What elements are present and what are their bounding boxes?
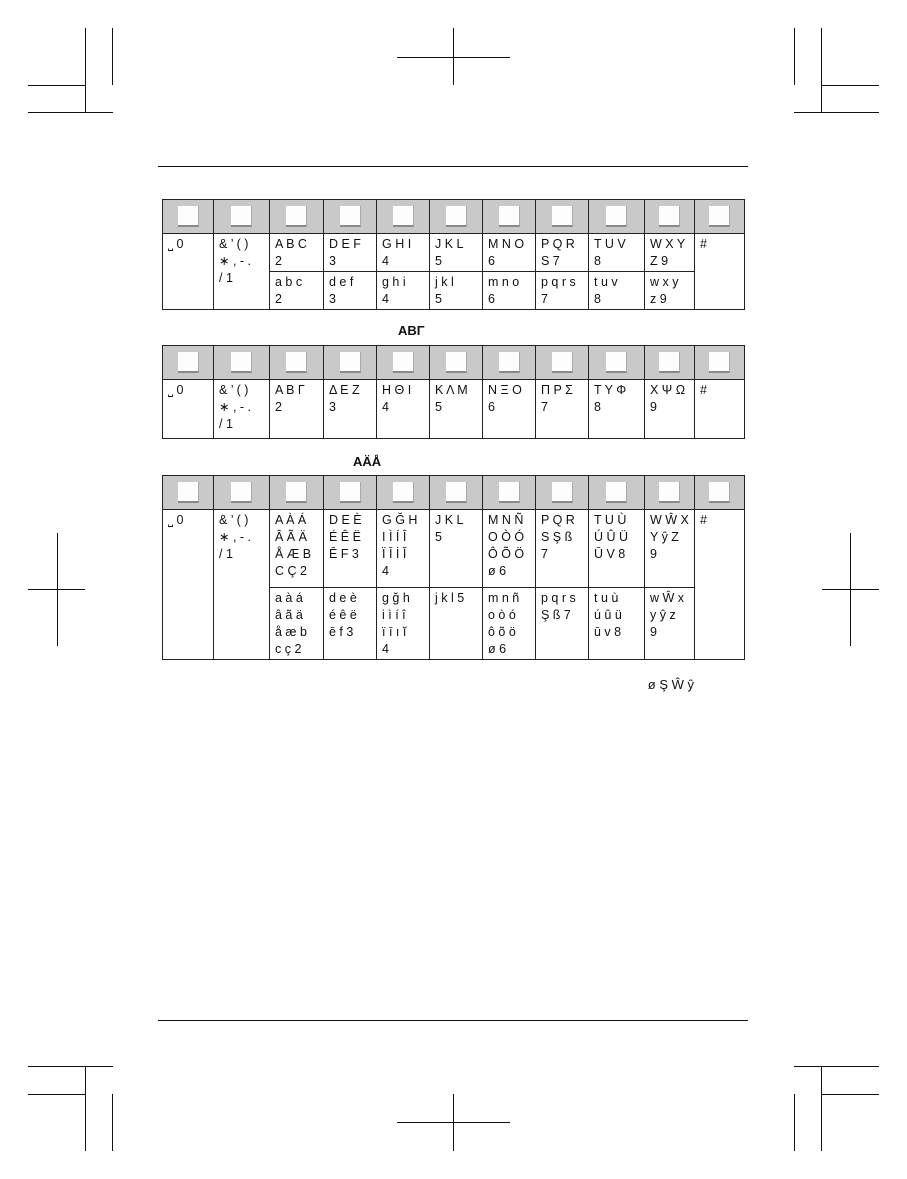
key-8-icon bbox=[606, 352, 627, 373]
cell: a à á â ã ä å æ b c ç 2 bbox=[270, 588, 324, 660]
cell: M N Ñ O Ò Ó Ô Õ Ö ø 6 bbox=[483, 510, 536, 588]
cell: ⎵ 0 bbox=[163, 510, 214, 660]
cell: w Ŵ x y ŷ z 9 bbox=[645, 588, 695, 660]
key-hash-icon bbox=[709, 482, 730, 503]
key-4-icon bbox=[393, 206, 414, 227]
crop-mark bbox=[822, 1094, 879, 1095]
cell: p q r s Ş ß 7 bbox=[536, 588, 589, 660]
key-6-icon bbox=[499, 352, 520, 373]
cell: & ’ ( ) ∗ , - . / 1 bbox=[214, 380, 270, 439]
cell: w x y z 9 bbox=[645, 272, 695, 310]
cell: d e è é ê ë ē f 3 bbox=[324, 588, 377, 660]
cell: Η Θ Ι 4 bbox=[377, 380, 430, 439]
key-5-icon bbox=[446, 482, 467, 503]
cell: Δ Ε Ζ 3 bbox=[324, 380, 377, 439]
registration-mark bbox=[822, 589, 879, 590]
cell: # bbox=[695, 380, 745, 439]
key-row bbox=[163, 476, 745, 510]
key-8-icon bbox=[606, 206, 627, 227]
cell: J K L 5 bbox=[430, 510, 483, 588]
cell: j k l 5 bbox=[430, 272, 483, 310]
crop-mark bbox=[28, 112, 113, 113]
cell: Τ Υ Φ 8 bbox=[589, 380, 645, 439]
crop-mark bbox=[794, 112, 879, 113]
key-4-icon bbox=[393, 352, 414, 373]
key-0-icon bbox=[178, 352, 199, 373]
key-7-icon bbox=[552, 352, 573, 373]
crop-mark bbox=[794, 28, 795, 85]
cell: J K L 5 bbox=[430, 234, 483, 272]
key-1-icon bbox=[231, 206, 252, 227]
crop-mark bbox=[112, 28, 113, 85]
character-table-extended bbox=[162, 475, 745, 660]
cell: # bbox=[695, 234, 745, 310]
cell: W X Y Z 9 bbox=[645, 234, 695, 272]
table-caption-greek: ΑΒΓ bbox=[398, 323, 425, 338]
key-3-icon bbox=[340, 482, 361, 503]
cell: & ’ ( ) ∗ , - . / 1 bbox=[214, 510, 270, 660]
key-5-icon bbox=[446, 206, 467, 227]
key-2-icon bbox=[286, 352, 307, 373]
footer-rule bbox=[158, 1020, 748, 1021]
key-hash-icon bbox=[709, 206, 730, 227]
cell: a b c 2 bbox=[270, 272, 324, 310]
cell: A B C 2 bbox=[270, 234, 324, 272]
cell: G H I 4 bbox=[377, 234, 430, 272]
cell: T U V 8 bbox=[589, 234, 645, 272]
crop-mark bbox=[85, 28, 86, 113]
cell: m n ñ o ò ó ô õ ö ø 6 bbox=[483, 588, 536, 660]
crop-mark bbox=[28, 1094, 85, 1095]
crop-mark bbox=[822, 85, 879, 86]
uppercase-row bbox=[163, 510, 745, 588]
cell: D E È É Ê Ë Ē F 3 bbox=[324, 510, 377, 588]
cell: t u v 8 bbox=[589, 272, 645, 310]
key-2-icon bbox=[286, 482, 307, 503]
crop-mark bbox=[794, 1094, 795, 1151]
cell: ⎵ 0 bbox=[163, 380, 214, 439]
cell: t u ù ú û ü ū v 8 bbox=[589, 588, 645, 660]
registration-mark bbox=[397, 1122, 510, 1123]
registration-mark bbox=[28, 589, 85, 590]
crop-mark bbox=[85, 1066, 86, 1151]
cell: Π Ρ Σ 7 bbox=[536, 380, 589, 439]
key-4-icon bbox=[393, 482, 414, 503]
cell: T U Ù Ú Û Ü Ū V 8 bbox=[589, 510, 645, 588]
cell: d e f 3 bbox=[324, 272, 377, 310]
key-6-icon bbox=[499, 482, 520, 503]
cell: p q r s 7 bbox=[536, 272, 589, 310]
key-0-icon bbox=[178, 206, 199, 227]
crop-mark bbox=[821, 28, 822, 113]
key-7-icon bbox=[552, 482, 573, 503]
cell: Κ Λ Μ 5 bbox=[430, 380, 483, 439]
cell: P Q R S Ş ß 7 bbox=[536, 510, 589, 588]
cell: M N O 6 bbox=[483, 234, 536, 272]
uppercase-row bbox=[163, 234, 745, 272]
cell: Ν Ξ Ο 6 bbox=[483, 380, 536, 439]
table-caption-extended: AÄÅ bbox=[353, 454, 382, 469]
cell: D E F 3 bbox=[324, 234, 377, 272]
key-1-icon bbox=[231, 352, 252, 373]
key-9-icon bbox=[659, 206, 680, 227]
crop-mark bbox=[112, 1094, 113, 1151]
key-9-icon bbox=[659, 352, 680, 373]
footnote-special-characters: ø Ş Ŵ ŷ bbox=[647, 677, 694, 692]
crop-mark bbox=[28, 1066, 113, 1067]
cell: ⎵ 0 bbox=[163, 234, 214, 310]
cell: Α Β Γ 2 bbox=[270, 380, 324, 439]
cell: m n o 6 bbox=[483, 272, 536, 310]
cell: W Ŵ X Y ŷ Z 9 bbox=[645, 510, 695, 588]
key-hash-icon bbox=[709, 352, 730, 373]
cell: & ’ ( ) ∗ , - . / 1 bbox=[214, 234, 270, 310]
cell: Χ Ψ Ω 9 bbox=[645, 380, 695, 439]
cell: g h i 4 bbox=[377, 272, 430, 310]
key-7-icon bbox=[552, 206, 573, 227]
key-3-icon bbox=[340, 206, 361, 227]
cell: G Ğ H I Ì Í Î Ï Ī İ Ĭ 4 bbox=[377, 510, 430, 588]
cell: # bbox=[695, 510, 745, 660]
key-9-icon bbox=[659, 482, 680, 503]
key-row bbox=[163, 200, 745, 234]
key-3-icon bbox=[340, 352, 361, 373]
crop-mark bbox=[821, 1066, 822, 1151]
greek-row bbox=[163, 380, 745, 439]
character-table-standard bbox=[162, 199, 745, 310]
crop-mark bbox=[28, 85, 85, 86]
cell: A À Á Â Ã Ä Å Æ B C Ç 2 bbox=[270, 510, 324, 588]
cell: j k l 5 bbox=[430, 588, 483, 660]
cell: g ğ h i ì í î ï ī ı ĭ 4 bbox=[377, 588, 430, 660]
key-6-icon bbox=[499, 206, 520, 227]
registration-mark bbox=[397, 57, 510, 58]
key-0-icon bbox=[178, 482, 199, 503]
header-rule bbox=[158, 166, 748, 167]
crop-mark bbox=[794, 1066, 879, 1067]
key-5-icon bbox=[446, 352, 467, 373]
character-table-greek bbox=[162, 345, 745, 439]
key-8-icon bbox=[606, 482, 627, 503]
key-row bbox=[163, 346, 745, 380]
cell: P Q R S 7 bbox=[536, 234, 589, 272]
key-1-icon bbox=[231, 482, 252, 503]
key-2-icon bbox=[286, 206, 307, 227]
